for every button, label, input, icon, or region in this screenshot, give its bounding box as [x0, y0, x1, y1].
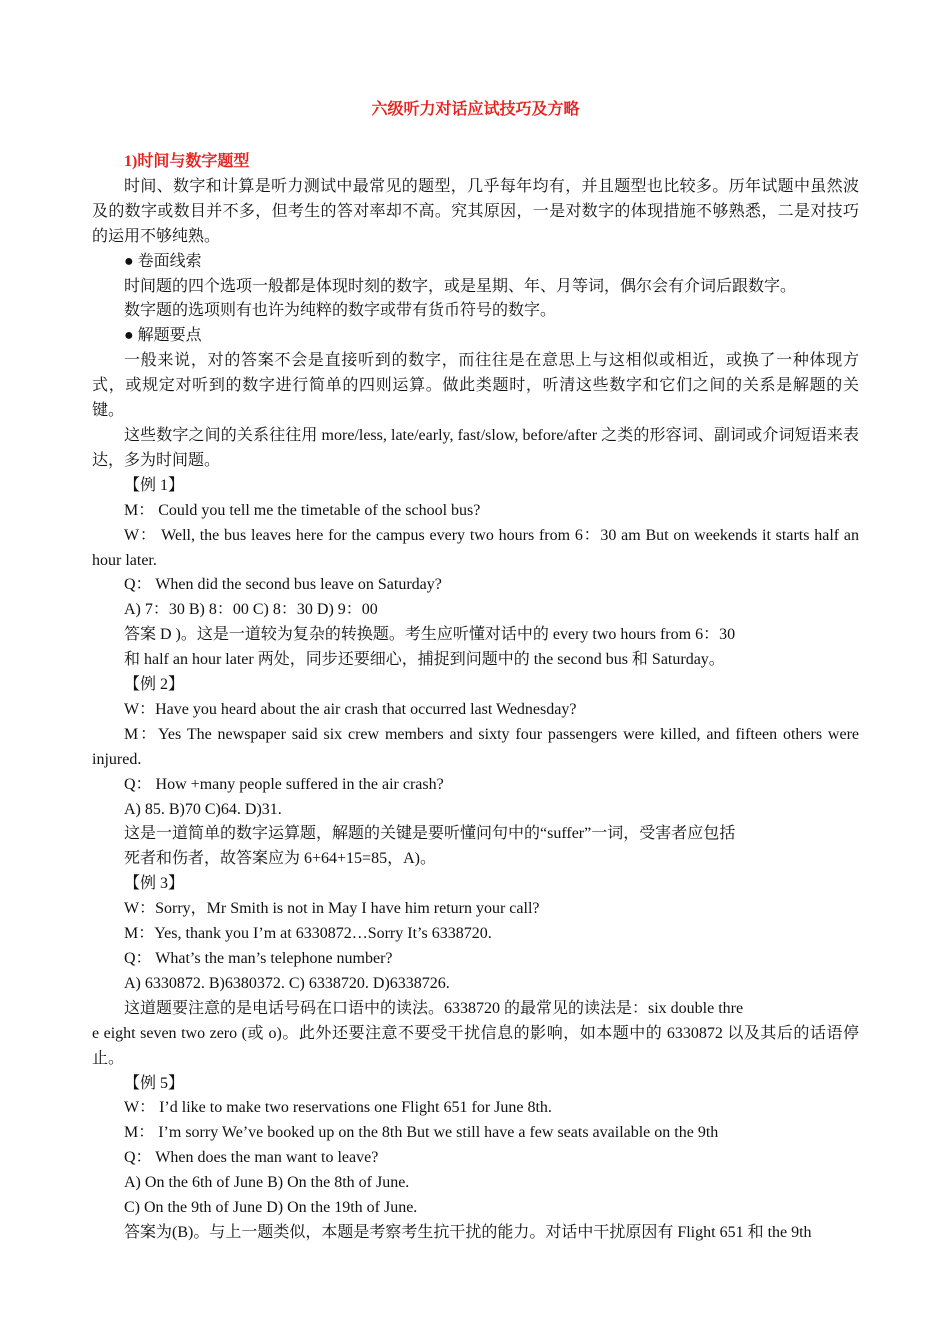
example-5-woman: W： I’d like to make two reservations one Flight 651 for June 8th.	[124, 1099, 552, 1117]
example-1-label: 【例 1】	[124, 476, 185, 494]
example-3-options: A) 6330872. B)6380372. C) 6338720. D)6338726.	[124, 974, 450, 992]
example-2-question: Q： How +many people suffered in the air crash?	[124, 775, 444, 793]
clue-paragraph-1: 时间题的四个选项一般都是体现时刻的数字，或是星期、年、月等词，偶尔会有介词后跟数字。	[124, 277, 797, 295]
example-3-answer-2: e eight seven two zero (或 o)。此外还要注意不要受干扰信息的影响，如本题中的 6330872 以及其后的话语停止。	[92, 1024, 859, 1067]
example-3-woman: W：Sorry，Mr Smith is not in May I have him return your call?	[124, 900, 540, 918]
example-2-options: A) 85. B)70 C)64. D)31.	[124, 800, 282, 818]
example-2-woman: W：Have you heard about the air crash that occurred last Wednesday?	[124, 700, 577, 718]
example-1-question: Q： When did the second bus leave on Saturday?	[124, 576, 442, 594]
example-1-man: M： Could you tell me the timetable of the school bus?	[124, 501, 481, 519]
example-1-answer-1: 答案 D )。这是一道较为复杂的转换题。考生应听懂对话中的 every two hours from 6：30	[124, 626, 736, 644]
section-heading: 1)时间与数字题型	[124, 153, 250, 170]
example-5-man: M： I’m sorry We’ve booked up on the 8th But we still have a few seats available on the 9th	[124, 1124, 719, 1142]
example-5-options-2: C) On the 9th of June D) On the 19th of June.	[124, 1199, 418, 1217]
example-5-options-1: A) On the 6th of June B) On the 8th of June.	[124, 1174, 410, 1192]
example-1-options: A) 7：30 B) 8：00 C) 8：30 D) 9：00	[124, 601, 378, 619]
example-2-man: M：Yes The newspaper said six crew members and sixty four passengers were killed, and fifteen others were injured.	[92, 725, 860, 768]
example-1-answer-2: 和 half an hour later 两处，同步还要细心，捕捉到问题中的 the second bus 和 Saturday。	[124, 651, 725, 669]
example-5-label: 【例 5】	[124, 1074, 185, 1092]
clue-paragraph-2: 数字题的选项则有也许为纯粹的数字或带有货币符号的数字。	[124, 302, 557, 320]
example-3-man: M：Yes, thank you I’m at 6330872…Sorry It’s 6338720.	[124, 925, 492, 943]
document-title: 六级听力对话应试技巧及方略	[371, 101, 580, 118]
example-3-answer-1: 这道题要注意的是电话号码在口语中的读法。6338720 的最常见的读法是：six double thre	[124, 999, 744, 1017]
document-page	[92, 98, 859, 1246]
example-3-question: Q： What’s the man’s telephone number?	[124, 950, 393, 967]
bullet-tips: ● 解题要点	[124, 327, 202, 345]
intro-paragraph: 时间、数字和计算是听力测试中最常见的题型，几乎每年均有，并且题型也比较多。历年试题中虽然波及的数字或数目并不多，但考生的答对率却不高。究其原因，一是对数字的体现措施不够熟悉，二是对技巧的运用不够纯熟。	[92, 177, 859, 245]
example-1-woman: W： Well, the bus leaves here for the campus every two hours from 6：30 am But on weekends it starts half an hour later.	[92, 526, 859, 569]
example-3-label: 【例 3】	[124, 875, 185, 893]
example-5-answer-1: 答案为(B)。与上一题类似，本题是考察考生抗干扰的能力。对话中干扰原因有 Flight 651 和 the 9th	[124, 1223, 812, 1241]
example-2-answer-2: 死者和伤者，故答案应为 6+64+15=85，A)。	[124, 850, 436, 868]
tip-paragraph-2: 这些数字之间的关系往往用 more/less, late/early, fast/slow, before/after 之类的形容词、副词或介词短语来表达，多为时间题。	[92, 426, 859, 469]
tip-paragraph-1: 一般来说，对的答案不会是直接听到的数字，而往往是在意思上与这相似或相近，或换了一种体现方式，或规定对听到的数字进行简单的四则运算。做此类题时，听清这些数字和它们之间的关系是解题的关键。	[92, 352, 859, 420]
example-2-answer-1: 这是一道简单的数字运算题，解题的关键是要听懂问句中的“suffer”一词，受害者应包括	[124, 825, 736, 843]
bullet-clues: ● 卷面线索	[124, 252, 202, 270]
example-5-question: Q： When does the man want to leave?	[124, 1149, 379, 1167]
example-2-label: 【例 2】	[124, 676, 185, 694]
